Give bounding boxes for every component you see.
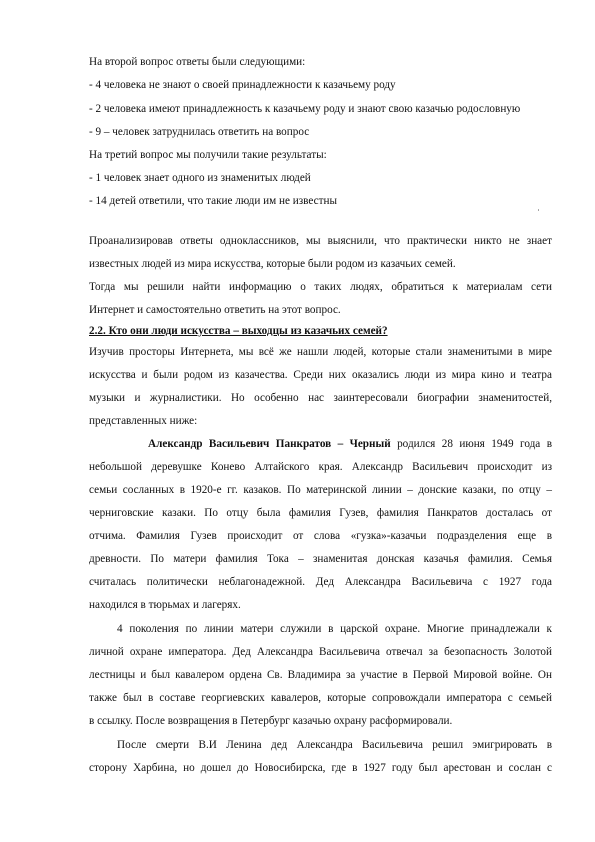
q2-answer-1: - 4 человека не знают о своей принадлежности к казачьему роду — [89, 79, 396, 91]
intro-line: музыки и журналистики. Но особенно нас заинтересовали биографии знаменитостей, — [89, 392, 552, 404]
q2-answer-2: - 2 человека имеют принадлежность к казачьему роду и знают свою казачью родословную — [89, 103, 521, 115]
q3-intro: На третий вопрос мы получили такие результаты: — [89, 149, 327, 161]
guard-line: также был в составе георгиевских кавалеров, которые сопровождали императора с семьей — [89, 692, 552, 704]
person-name: Александр Васильевич Панкратов – Черный — [148, 438, 391, 450]
history-line: сторону Харбина, но дошел до Новосибирска, где в 1927 году был арестован и сослан с — [89, 762, 552, 774]
analysis-line: известных людей из мира искусства, которые были родом из казачьих семей. — [89, 258, 456, 270]
bio-line: считалась политически неблагонадежной. Дед Александра Васильевича с 1927 года — [89, 576, 552, 588]
bio-first-line — [148, 437, 552, 451]
bio-line: черниговские казаки. По отцу была фамилия Гузев, фамилия Панкратов досталась от — [89, 507, 552, 519]
bio-line: небольшой деревушке Конево Алтайского края. Александр Васильевич происходит из — [89, 461, 552, 473]
stray-mark: ˙ — [537, 208, 540, 218]
analysis-line: Тогда мы решили найти информацию о таких людях, обратиться к материалам сети — [89, 281, 552, 293]
bio-line: семьи сосланных в 1920-е гг. казаков. По материнской линии – донские казаки, по отцу – — [89, 484, 552, 496]
guard-line: 4 поколения по линии матери служили в царской охране. Многие принадлежали к — [117, 623, 552, 635]
q3-answer-1: - 1 человек знает одного из знаменитых людей — [89, 172, 311, 184]
q2-intro: На второй вопрос ответы были следующими: — [89, 56, 306, 68]
bio-line: находился в тюрьмах и лагерях. — [89, 599, 241, 611]
intro-line: искусства и были родом из казачества. Среди них оказались люди из мира кино и театра — [89, 369, 552, 381]
section-title: 2.2. Кто они люди искусства – выходцы из казачьих семей? — [89, 325, 388, 337]
history-line: После смерти В.И Ленина дед Александра Васильевича решил эмигрировать в — [117, 739, 552, 751]
analysis-line: Проанализировав ответы одноклассников, мы выяснили, что практически никто не знает — [89, 235, 552, 247]
bio-line: отчима. Фамилия Гузев происходит от слова «гузка»-казачьи подразделения еще в — [89, 530, 552, 542]
guard-line: личной охране императора. Дед Александра Васильевича отвечал за безопасность Золотой — [89, 646, 552, 658]
q2-answer-3: - 9 – человек затруднилась ответить на вопрос — [89, 126, 310, 138]
q3-answer-2: - 14 детей ответили, что такие люди им не известны — [89, 195, 337, 207]
bio-first-rest: родился 28 июня 1949 года в — [390, 438, 552, 450]
analysis-line: Интернет и самостоятельно ответить на этот вопрос. — [89, 304, 341, 316]
bio-line: древности. По матери фамилия Тока – знаменитая донская казачья фамилия. Семья — [89, 553, 552, 565]
guard-line: лестницы и был кавалером ордена Св. Владимира за участие в Первой Мировой войне. Он — [89, 669, 552, 681]
intro-line: представленных ниже: — [89, 415, 198, 427]
guard-line: в ссылку. После возвращения в Петербург казачью охрану расформировали. — [89, 715, 453, 727]
intro-line: Изучив просторы Интернета, мы всё же нашли людей, которые стали знаменитыми в мире — [89, 346, 552, 358]
